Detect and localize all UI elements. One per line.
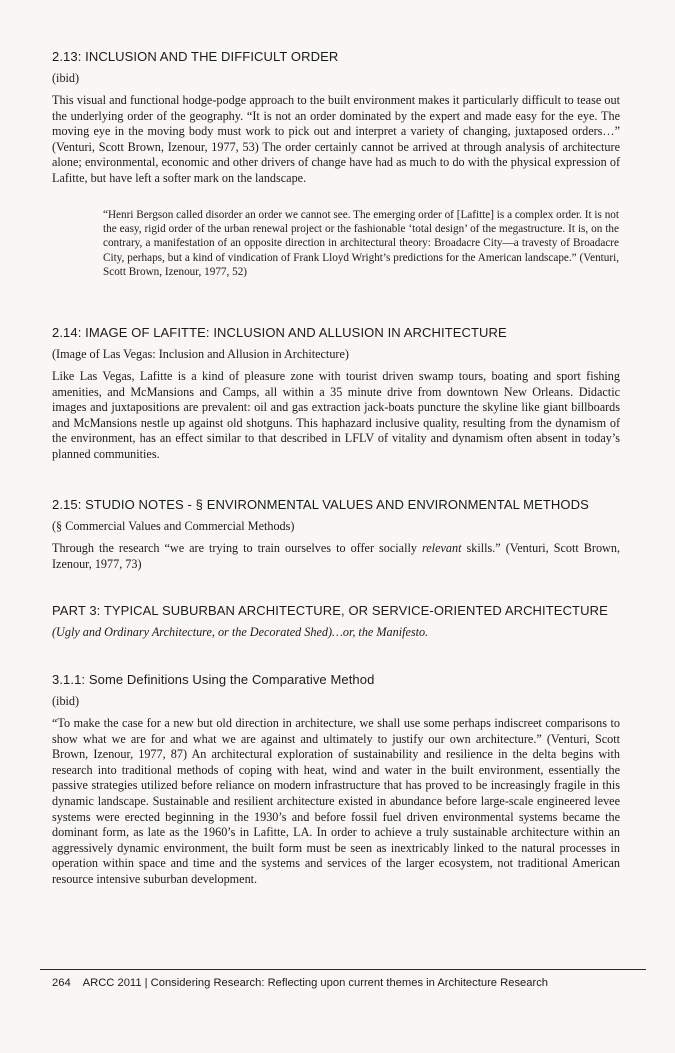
section-2-13-body: This visual and functional hodge-podge approach to the built environment makes it particularly difficult to tease out the underlying order of the geography. “It is not an order dominated by the expert and made easy for the eye. The moving eye in the moving body must work to pick out and interpret a variety of changing, juxtaposed orders…” (Venturi, Scott Brown, Izenour, 1977, 53) The order certainly cannot be arrived at through analysis of architecture alone; environmental, economic and other drivers of change have had as much to do with the physical expression of Lafitte, but have left a softer mark on the landscape. (52, 93, 620, 185)
section-2-15-body-text-end: skills.” (Venturi, Scott Brown, Izenour, 1977, 73) (52, 541, 620, 571)
section-3-1-1-subtitle: (ibid) (52, 694, 80, 708)
section-2-14-body: Like Las Vegas, Lafitte is a kind of pleasure zone with tourist driven swamp tours, boating and sport fishing amenities, and McMansions and Camps, all within a 35 minute drive from downtown New Orleans. Didactic images and juxtapositions are prevalent: oil and gas extraction jack-boats puncture the skyline like giant billboards and McMansions nestle up against old shotguns. This haphazard inclusive quality, resulting from the dynamism of the environment, has an effect similar to that described in LFLV of vitality and dynamism often absent in today’s planned communities. (52, 369, 620, 461)
section-2-15-body-emphasis: relevant (421, 541, 462, 555)
section-2-14-subtitle: (Image of Las Vegas: Inclusion and Allusion in Architecture) (52, 347, 349, 361)
footer-rule (40, 969, 646, 970)
section-2-15-subtitle: (§ Commercial Values and Commercial Methods) (52, 519, 295, 533)
part-3-subtitle: (Ugly and Ordinary Architecture, or the Decorated Shed)…or, the Manifesto. (52, 625, 429, 639)
page-footer (52, 977, 548, 989)
section-2-15-heading: 2.15: STUDIO NOTES - § ENVIRONMENTAL VALUES AND ENVIRONMENTAL METHODS (52, 497, 589, 512)
section-3-1-1-body: “To make the case for a new but old direction in architecture, we shall use some perhaps indiscreet comparisons to show what we are for and what we are against and ultimately to justify our own architecture.” (Venturi, Scott Brown, Izenour, 1977, 87) An architectural exploration of sustainability and resilience in the delta begins with research into traditional methods of coping with heat, wind and water in the built environment, essentially the passive strategies utilized before reliance on modern infrastructure that has proved to be increasingly fragile in this dynamic landscape. Sustainable and resilient architecture existed in abundance before large-scale engineered levee systems were erected beginning in the 1930’s and before fossil fuel driven environmental systems became the dominant form, as late as the 1960’s in Lafitte, LA. In order to achieve a truly sustainable architecture within an aggressively dynamic environment, the built form must be seen as inextricably linked to the natural processes in operation within space and time and the systems and services of the larger ecosystem, not traditional American resource intensive suburban development. (52, 716, 620, 886)
section-2-15-body (52, 541, 620, 572)
page-number: 264 (52, 977, 71, 989)
footer-text: ARCC 2011 | Considering Research: Reflecting upon current themes in Architecture Research (82, 977, 549, 989)
section-3-1-1-heading: 3.1.1: Some Definitions Using the Comparative Method (52, 672, 375, 687)
section-2-13-subtitle: (ibid) (52, 71, 80, 85)
section-2-15-body-text: Through the research “we are trying to train ourselves to offer socially (52, 541, 422, 555)
section-2-14-heading: 2.14: IMAGE OF LAFITTE: INCLUSION AND ALLUSION IN ARCHITECTURE (52, 325, 507, 340)
section-2-13-heading: 2.13: INCLUSION AND THE DIFFICULT ORDER (52, 49, 339, 64)
part-3-heading: PART 3: TYPICAL SUBURBAN ARCHITECTURE, OR SERVICE-ORIENTED ARCHITECTURE (52, 603, 608, 618)
section-2-13-quote: “Henri Bergson called disorder an order we cannot see. The emerging order of [Lafitte] is a complex order. It is not the easy, rigid order of the urban renewal project or the fashionable ‘total design’ of the megastructure. It is, on the contrary, a manifestation of an opposite direction in architectural theory: Broadacre City—a travesty of Broadacre City, perhaps, but a kind of vindication of Frank Lloyd Wright’s predictions for the American landscape.” (Venturi, Scott Brown, Izenour, 1977, 52) (103, 209, 619, 278)
